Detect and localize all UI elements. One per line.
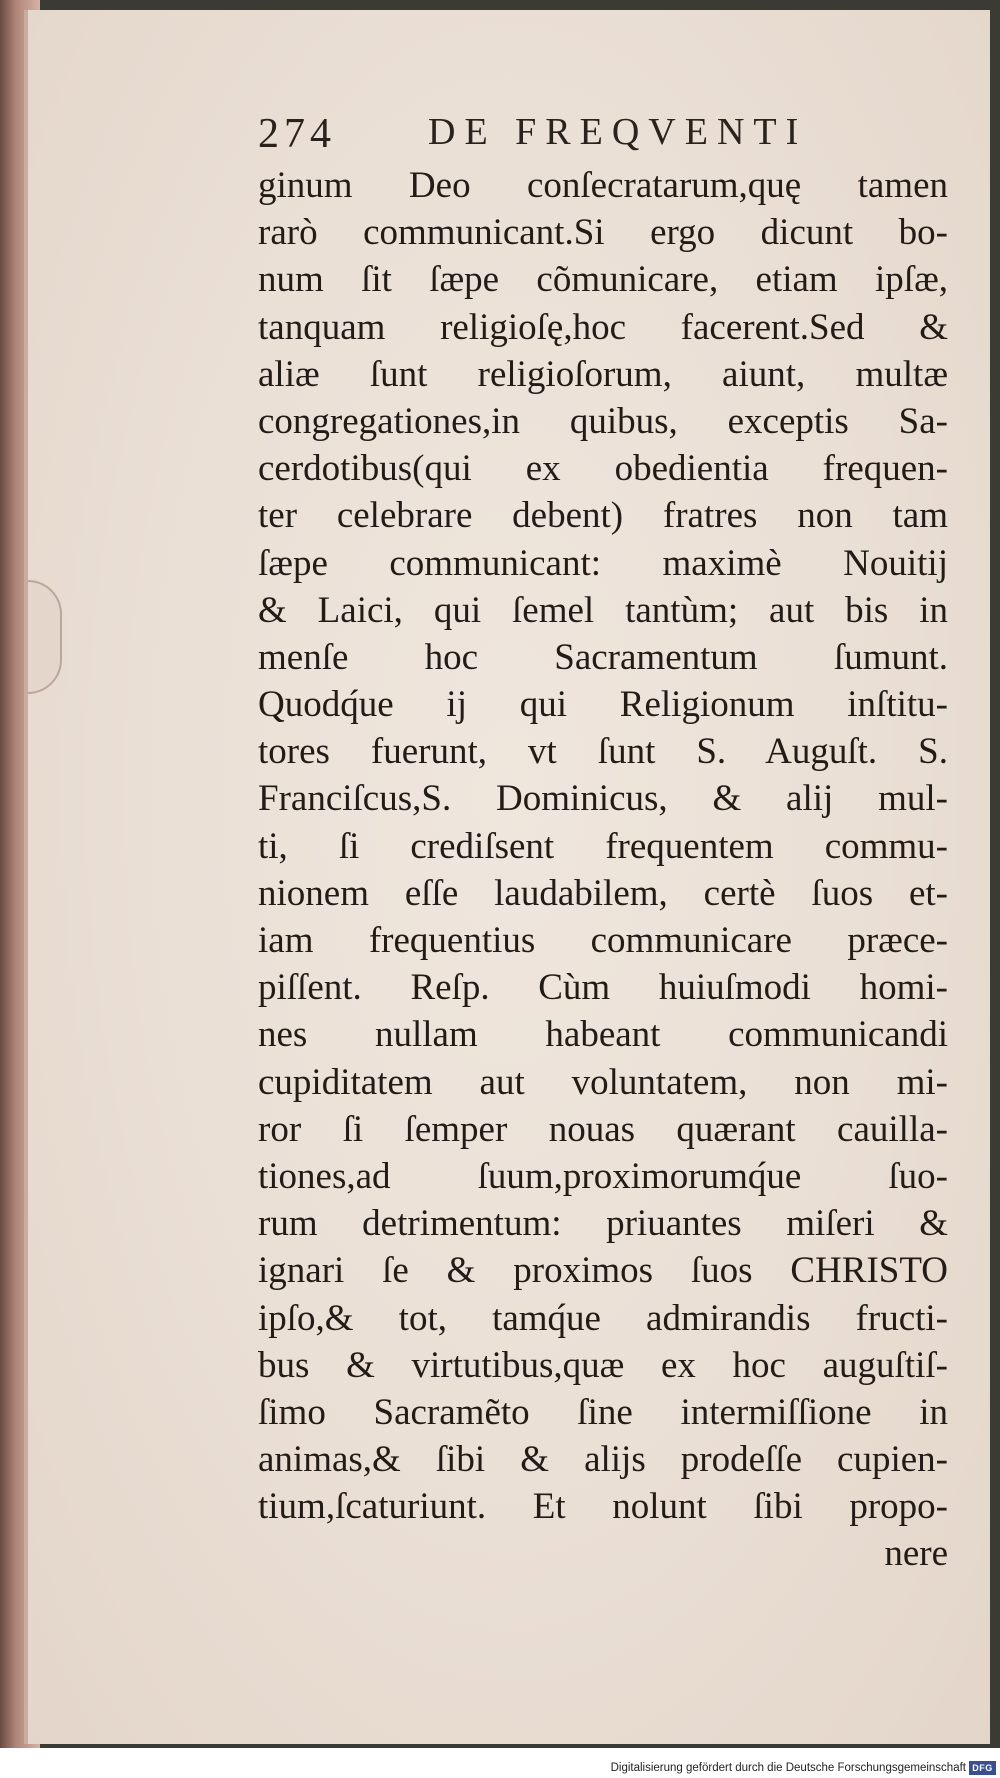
body-text xyxy=(258,162,948,1578)
page-header xyxy=(258,110,878,160)
text-line: tiones,ad ſuum,proximorumq́ue ſuo- xyxy=(258,1155,948,1197)
text-line: tium,ſcaturiunt. Et nolunt ſibi propo- xyxy=(258,1486,948,1528)
text-line: piſſent. Reſp. Cùm huiuſmodi homi- xyxy=(258,967,948,1009)
text-line: ipſo,& tot, tamq́ue admirandis fructi- xyxy=(258,1297,948,1339)
text-line: aliæ ſunt religioſorum, aiunt, multæ xyxy=(258,353,948,395)
running-title: DE FREQVENTI xyxy=(428,111,808,153)
text-line: rarò communicant.Si ergo dicunt bo- xyxy=(258,212,948,254)
page-number: 274 xyxy=(258,111,336,157)
text-line: iam frequentius communicare præce- xyxy=(258,920,948,961)
text-line: num ſit ſæpe cõmunicare, etiam ipſæ, xyxy=(258,259,948,301)
text-line: cupiditatem aut voluntatem, non mi- xyxy=(258,1061,948,1103)
catchword: nere xyxy=(884,1533,948,1575)
dfg-logo: DFG xyxy=(969,1761,996,1775)
text-line: nionem eſſe laudabilem, certè ſuos et- xyxy=(258,872,948,914)
text-line: ter celebrare debent) fratres non tam xyxy=(258,495,948,537)
text-line: Franciſcus,S. Dominicus, & alij mul- xyxy=(258,778,948,820)
text-line: ginum Deo conſecratarum,quę tamen xyxy=(258,165,948,206)
text-line: bus & virtutibus,quæ ex hoc auguſtiſ- xyxy=(258,1344,948,1386)
text-line: animas,& ſibi & alijs prodeſſe cupien- xyxy=(258,1439,948,1481)
text-line: rum detrimentum: priuantes miſeri & xyxy=(258,1203,948,1245)
page-fold-tab xyxy=(28,580,62,694)
text-line: menſe hoc Sacramentum ſumunt. xyxy=(258,636,948,678)
text-line: ſæpe communicant: maximè Nouitij xyxy=(258,542,948,584)
text-line: ti, ſi crediſsent frequentem commu- xyxy=(258,825,948,867)
text-line: ror ſi ſemper nouas quærant cauilla- xyxy=(258,1108,948,1150)
text-line: cerdotibus(qui ex obedientia frequen- xyxy=(258,448,948,490)
funding-credit: Digitalisierung gefördert durch die Deutsche Forschungsgemeinschaft xyxy=(610,1762,966,1774)
text-line: ſimo Sacramẽto ſine intermiſſione in xyxy=(258,1391,948,1433)
text-line: congregationes,in quibus, exceptis Sa- xyxy=(258,400,948,442)
text-line: & Laici, qui ſemel tantùm; aut bis in xyxy=(258,589,948,631)
text-line: tores fuerunt, vt ſunt S. Auguſt. S. xyxy=(258,731,948,773)
text-line: tanquam religioſę,hoc facerent.Sed & xyxy=(258,306,948,348)
text-line: nes nullam habeant communicandi xyxy=(258,1014,948,1056)
text-line: Quodq́ue ij qui Religionum inſtitu- xyxy=(258,684,948,726)
text-line: ignari ſe & proximos ſuos CHRISTO xyxy=(258,1250,948,1292)
